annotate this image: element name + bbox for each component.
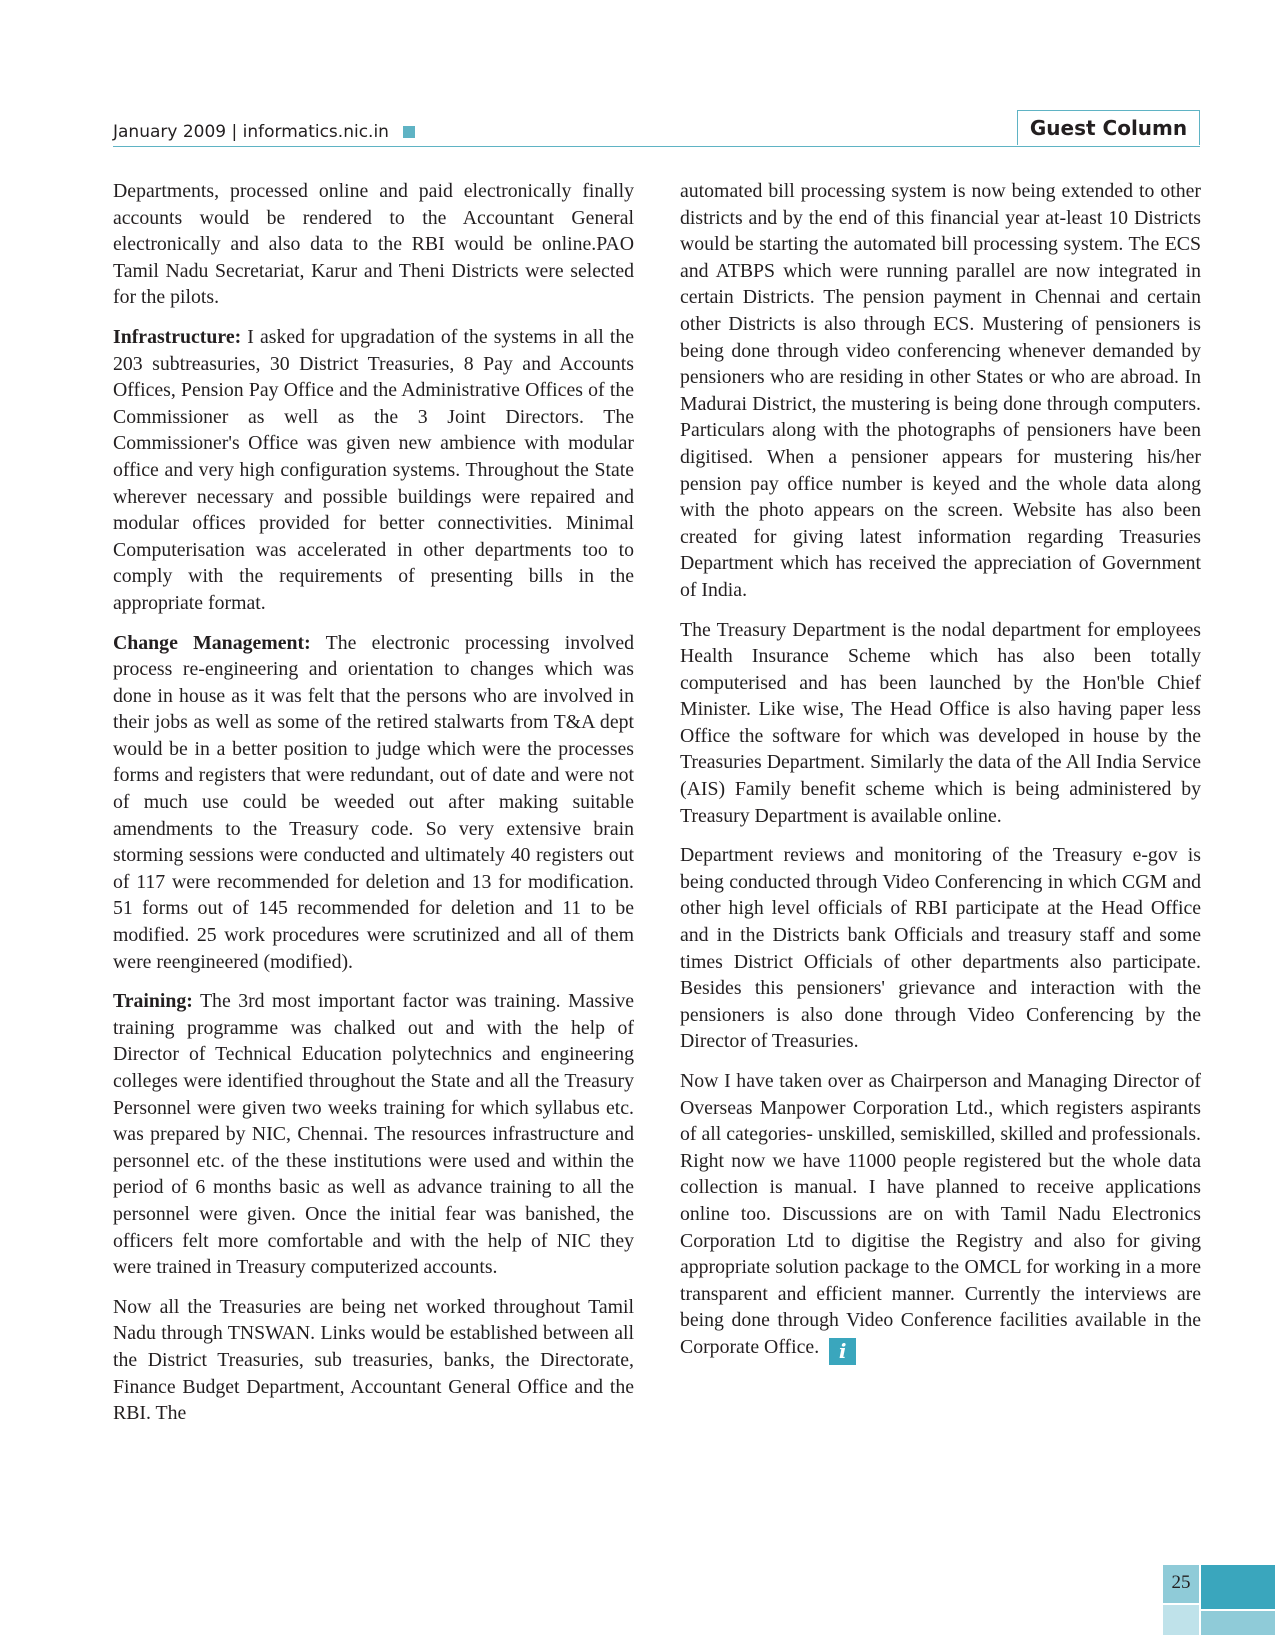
paragraph-text: I asked for upgradation of the systems in all the 203 subtreasuries, 30 District Treasuries, 8 Pay and Accounts Offices, Pension Pay Office and the Administrative Offices of the Commissioner as well as the 3 Joint Directors. The Commissioner's Office was given new ambience with modular office and very high configuration systems. Throughout the State wherever necessary and possible buildings were repaired and modular offices provided for better connectivities. Minimal Computerisation was accelerated in other departments too to comply with the requirements of presenting bills in the appropriate format. [113, 325, 634, 614]
paragraph-text: The 3rd most important factor was training. Massive training programme was chalked out and with the help of Director of Technical Education polytechnics and engineering colleges were identified throughout the State and all the Treasury Personnel were given two weeks training for which syllabus etc. was prepared by NIC, Chennai. The resources infrastructure and personnel etc. of the these institutions were used and within the period of 6 months basic as well as advance training to all the personnel were given. Once the initial fear was banished, the officers felt more comfortable and with the help of NIC they were trained in Treasury computerized accounts. [113, 990, 634, 1279]
section-label: Guest Column [1017, 110, 1200, 145]
header-square-icon [403, 126, 415, 138]
issue-and-site: January 2009 | informatics.nic.in [113, 122, 389, 142]
paragraph: Department reviews and monitoring of the Treasury e-gov is being conducted through Video Conferencing in which CGM and other high level officials of RBI participate at the Head Office and in the Districts bank Officials and treasury staff and some times District Officials of other departments also participate. Besides this pensioners' grievance and interaction with the pensioners is also done through Video Conferencing by the Director of Treasuries. [680, 844, 1201, 1053]
right-column [680, 178, 1201, 1378]
end-of-article-icon: i [829, 1338, 856, 1365]
footer-decor-block [1201, 1611, 1275, 1635]
paragraph-text: Now I have taken over as Chairperson and Managing Director of Overseas Manpower Corporation Ltd., which registers aspirants of all categories- unskilled, semiskilled, skilled and professionals. Right now we have 11000 people registered but the whole data collection is manual. I have planned to receive applications online too. Discussions are on with Tamil Nadu Electronics Corporation Ltd to digitise the Registry and also for giving appropriate solution package to the OMCL for working in a more transparent and efficient manner. Currently the interviews are being done through Video Conference facilities available in the Corporate Office. [680, 1070, 1201, 1358]
header-info [113, 122, 415, 142]
page-header [113, 108, 1200, 147]
paragraph: Now all the Treasuries are being net worked throughout Tamil Nadu through TNSWAN. Links would be established between all the District Treasuries, sub treasuries, banks, the Directorate, Finance Budget Department, Accountant General Office and the RBI. The [113, 1295, 634, 1425]
footer-decor-block [1201, 1565, 1275, 1609]
paragraph-text: The electronic processing involved process re-engineering and orientation to changes which was done in house as it was felt that the persons who are involved in their jobs as well as some of the retired stalwarts from T&A dept would be in a better position to judge which were the processes forms and registers that were redundant, out of date and were not of much use could be weeded out after making suitable amendments to the Treasury code. So very extensive brain storming sessions were conducted and ultimately 40 registers out of 117 were recommended for deletion and 13 for modification. 51 forms out of 145 recommended for deletion and 11 to be modified. 25 work procedures were scrutinized and all of them were reengineered (modified). [113, 631, 634, 973]
paragraph [680, 1068, 1201, 1365]
footer-decor-block [1163, 1605, 1199, 1635]
paragraph-heading: Training: [113, 990, 193, 1013]
left-column [113, 178, 634, 1440]
paragraph [113, 988, 634, 1281]
paragraph: Departments, processed online and paid electronically finally accounts would be rendered to the Accountant General electronically and also data to the RBI would be online.PAO Tamil Nadu Secretariat, Karur and Theni Districts were selected for the pilots. [113, 180, 634, 309]
page-number: 25 [1171, 1572, 1191, 1593]
paragraph [113, 630, 634, 976]
paragraph-heading: Infrastructure: [113, 325, 242, 348]
paragraph: The Treasury Department is the nodal department for employees Health Insurance Scheme which has also been totally computerised and has been launched by the Hon'ble Chief Minister. Like wise, The Head Office is also having paper less Office the software for which was developed in house by the Treasuries Department. Similarly the data of the All India Service (AIS) Family benefit scheme which is being administered by Treasury Department is available online. [680, 618, 1201, 827]
paragraph [113, 324, 634, 617]
paragraph-heading: Change Management: [113, 631, 311, 654]
paragraph: automated bill processing system is now being extended to other districts and by the end of this financial year at-least 10 Districts would be starting the automated bill processing system. The ECS and ATBPS which were running parallel are now integrated in certain Districts. The pension payment in Chennai and certain other Districts is also through ECS. Mustering of pensioners is being done through video conferencing whenever demanded by pensioners who are residing in other States or who are abroad. In Madurai District, the mustering is being done through computers. Particulars along with the photographs of pensioners have been digitised. When a pensioner appears for mustering his/her pension pay office number is keyed and the whole data along with the photo appears on the screen. Website has also been created for giving latest information regarding Treasuries Department which has received the appreciation of Government of India. [680, 180, 1201, 601]
